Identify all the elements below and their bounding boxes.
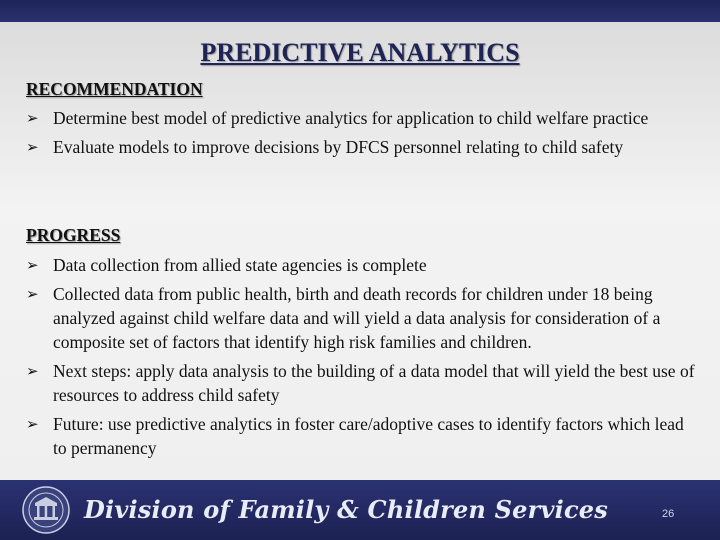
footer-banner xyxy=(0,480,720,540)
list-item: ➢ Future: use predictive analytics in foster care/adoptive cases to identify factors which lead to permanency xyxy=(26,414,684,458)
slide-content xyxy=(0,22,720,480)
list-item: ➢ Data collection from allied state agencies is complete xyxy=(26,255,427,275)
slide-title: PREDICTIVE ANALYTICS xyxy=(200,38,520,67)
list-item: ➢ Next steps: apply data analysis to the building of a data model that will yield the best use of resources to address child safety xyxy=(26,361,695,405)
recommendation-list xyxy=(26,106,698,164)
progress-list xyxy=(26,253,698,465)
organization-name: Division of Family & Children Services xyxy=(84,495,608,524)
progress-heading: PROGRESS xyxy=(26,225,121,245)
top-banner xyxy=(0,0,720,22)
page-number: 26 xyxy=(662,508,675,520)
list-item: ➢ Collected data from public health, birth and death records for children under 18 being analyzed against child welfare data and will yield a data analysis for consideration of a composite set of factors that identify high risk families and children. xyxy=(26,284,661,352)
arrow-bullet-icon: ➢ xyxy=(26,362,39,380)
arrow-bullet-icon: ➢ xyxy=(26,256,39,274)
recommendation-heading: RECOMMENDATION xyxy=(26,79,203,99)
arrow-bullet-icon: ➢ xyxy=(26,285,39,303)
arrow-bullet-icon: ➢ xyxy=(26,138,39,156)
arrow-bullet-icon: ➢ xyxy=(26,415,39,433)
arrow-bullet-icon: ➢ xyxy=(26,109,39,127)
list-item: ➢ Evaluate models to improve decisions by DFCS personnel relating to child safety xyxy=(26,137,624,157)
list-item: ➢ Determine best model of predictive analytics for application to child welfare practice xyxy=(26,108,649,128)
georgia-state-seal-icon xyxy=(22,486,70,534)
